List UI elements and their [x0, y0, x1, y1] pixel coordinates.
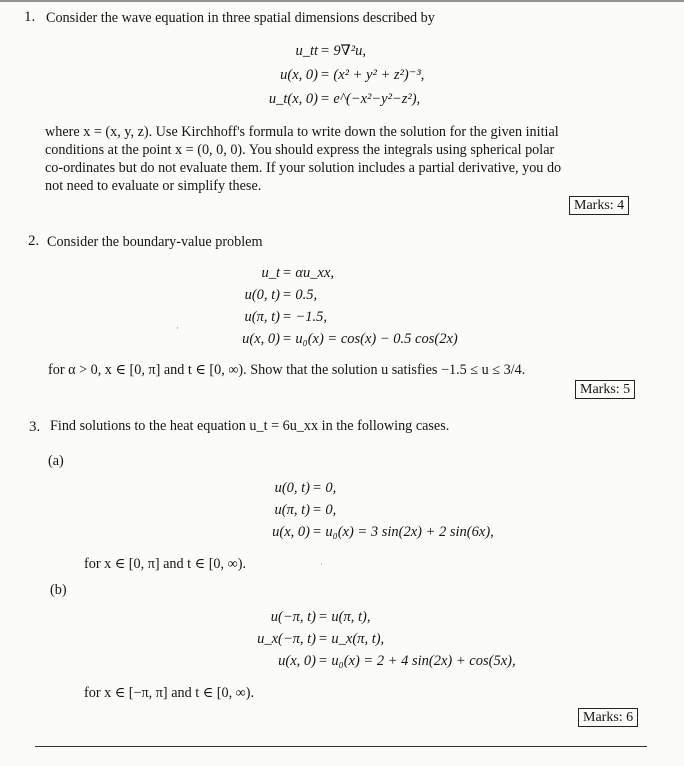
- q3a-label: (a): [48, 453, 64, 469]
- q2-eq1-lhs: u_t: [261, 265, 280, 281]
- q3a-eq2-lhs: u(π, t): [274, 502, 310, 518]
- q3a-domain: for x ∈ [0, π] and t ∈ [0, ∞).: [84, 556, 246, 572]
- q3b-eq1-lhs: u(−π, t): [270, 609, 316, 625]
- q2-eq2-rhs: = 0.5,: [282, 287, 318, 303]
- q1-eq3-lhs: u_t(x, 0): [268, 91, 318, 107]
- q3b-eq3-rhs: = u₀(x) = 2 + 4 sin(2x) + cos(5x),: [318, 653, 516, 669]
- q3b-eq2-rhs: = u_x(π, t),: [318, 631, 385, 647]
- q2-eq1-rhs: = αu_xx,: [282, 265, 335, 281]
- scan-speck: ˙: [320, 562, 323, 572]
- q3b-domain: for x ∈ [−π, π] and t ∈ [0, ∞).: [84, 685, 255, 701]
- q2-eq4-lhs: u(x, 0): [242, 331, 280, 347]
- bottom-rule: [35, 746, 647, 747]
- q2-eq3-lhs: u(π, t): [244, 309, 280, 325]
- q3b-eq2-lhs: u_x(−π, t): [257, 631, 316, 647]
- q1-marks-box: Marks: 4: [569, 196, 629, 215]
- q3-intro: Find solutions to the heat equation u_t = 6u_xx in the following cases.: [50, 418, 450, 434]
- q3a-eq3-rhs: = u₀(x) = 3 sin(2x) + 2 sin(6x),: [312, 524, 494, 540]
- q1-intro: Consider the wave equation in three spatial dimensions described by: [46, 10, 435, 26]
- q1-eq1-rhs: = 9∇²u,: [320, 43, 367, 59]
- q3a-eq1-rhs: = 0,: [312, 480, 337, 496]
- q2-para: for α > 0, x ∈ [0, π] and t ∈ [0, ∞). Show that the solution u satisfies −1.5 ≤ u ≤ 3/4.: [48, 362, 526, 378]
- q2-marks-box: Marks: 5: [575, 380, 635, 399]
- q2-eq2-lhs: u(0, t): [244, 287, 280, 303]
- q2-intro: Consider the boundary-value problem: [47, 234, 263, 250]
- q1-para-line4: not need to evaluate or simplify these.: [45, 178, 262, 194]
- q1-eq3-rhs: = e^(−x²−y²−z²),: [320, 91, 421, 107]
- q1-eq1-lhs: u_tt: [295, 43, 318, 59]
- q2-eq3-rhs: = −1.5,: [282, 309, 327, 325]
- q1-number: 1.: [24, 9, 36, 25]
- q2-number: 2.: [28, 233, 40, 249]
- q1-para-line3: co-ordinates but do not evaluate them. If your solution includes a partial derivative, you do: [45, 160, 562, 176]
- scan-speck: ·: [176, 323, 179, 333]
- q1-eq2-lhs: u(x, 0): [280, 67, 318, 83]
- q2-eq4-rhs: = u₀(x) = cos(x) − 0.5 cos(2x): [282, 331, 458, 347]
- q3-number: 3.: [29, 419, 41, 435]
- q1-para-line2: conditions at the point x = (0, 0, 0). You should express the integrals using spherical polar: [45, 142, 555, 158]
- top-rule: [0, 0, 684, 2]
- q3a-eq1-lhs: u(0, t): [274, 480, 310, 496]
- q1-eq2-rhs: = (x² + y² + z²)⁻³,: [320, 67, 425, 83]
- q3b-eq3-lhs: u(x, 0): [278, 653, 316, 669]
- q3a-eq2-rhs: = 0,: [312, 502, 337, 518]
- q3b-label: (b): [50, 582, 67, 598]
- q3b-eq1-rhs: = u(π, t),: [318, 609, 371, 625]
- q1-para-line1: where x = (x, y, z). Use Kirchhoff's formula to write down the solution for the given initial: [45, 124, 559, 140]
- q3-marks-box: Marks: 6: [578, 708, 638, 727]
- q3a-eq3-lhs: u(x, 0): [272, 524, 310, 540]
